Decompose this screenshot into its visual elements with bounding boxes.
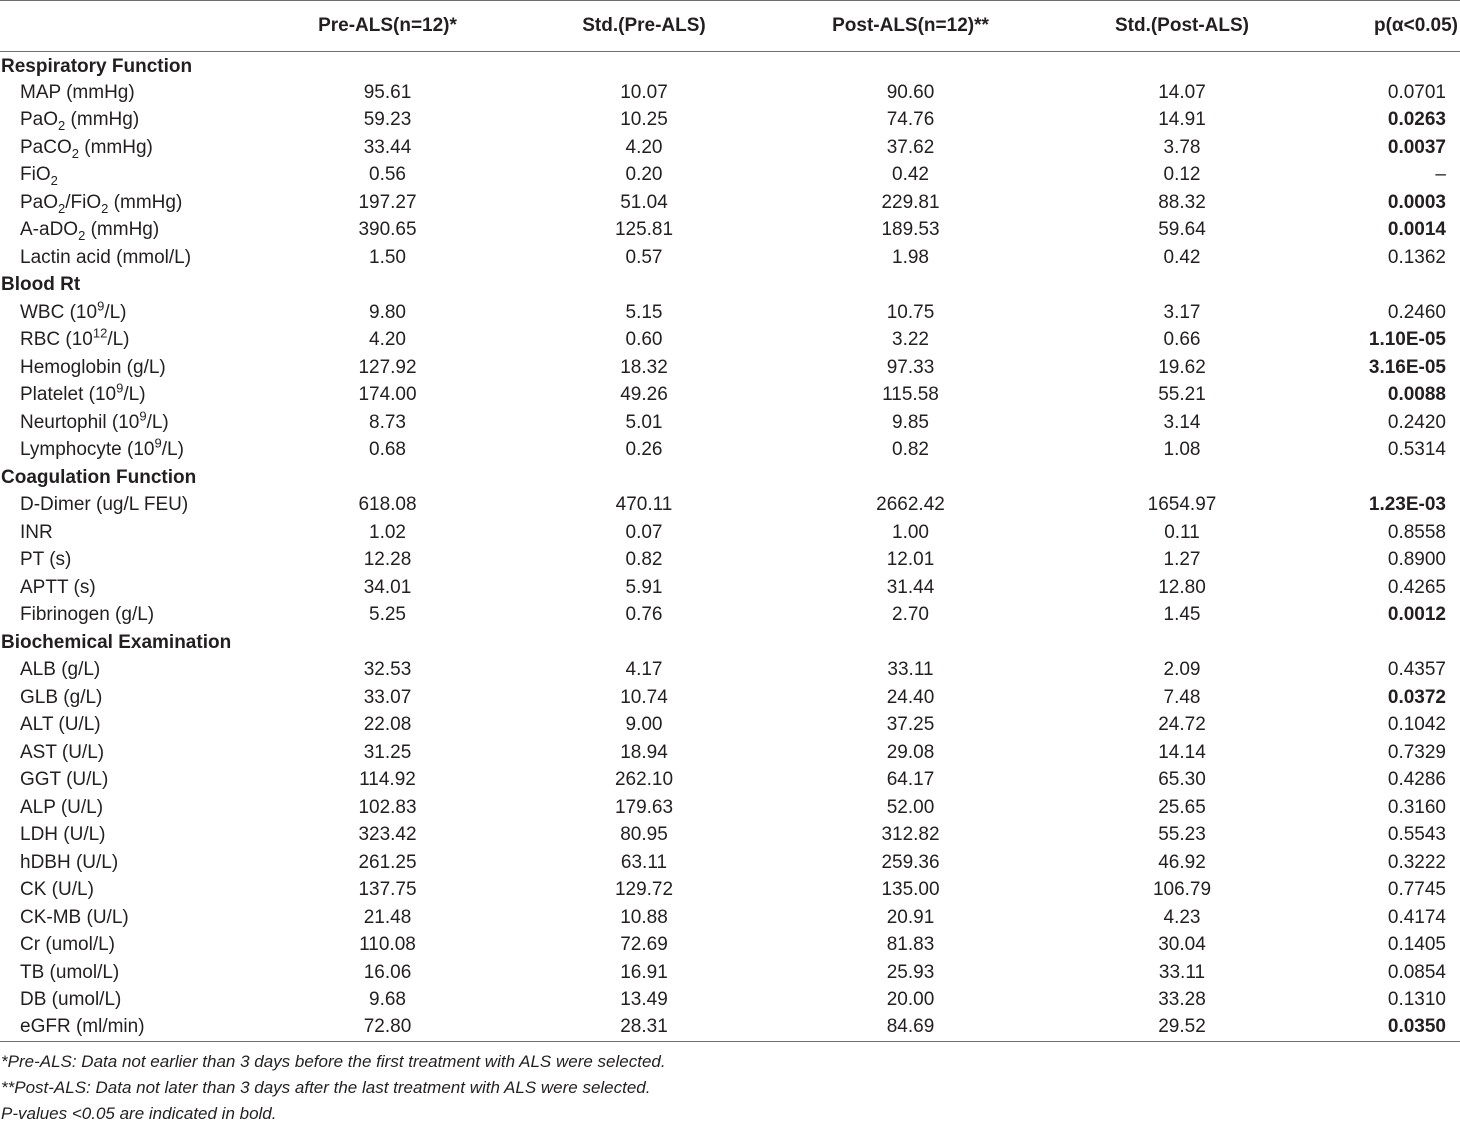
pre-als-value: 110.08 xyxy=(359,934,416,956)
label-text: DB (umol/L) xyxy=(20,989,122,1011)
pre-als-value: 12.28 xyxy=(363,549,412,571)
post-als-std: 0.11 xyxy=(1164,521,1200,543)
p-value: 0.4265 xyxy=(1387,576,1446,598)
table-body xyxy=(0,52,1460,1042)
table-header xyxy=(0,1,1460,52)
parameter-label xyxy=(0,107,240,135)
label-superscript: 9 xyxy=(116,380,124,396)
label-text: Neurtophil (10 xyxy=(20,411,140,433)
post-als-std: 33.28 xyxy=(1158,989,1206,1011)
table-row xyxy=(0,409,1460,437)
label-text: TB (umol/L) xyxy=(20,961,120,983)
post-als-value: 9.85 xyxy=(892,411,929,433)
section-title: Biochemical Examination xyxy=(1,631,232,653)
label-text: /L) xyxy=(146,411,169,433)
label-text: APTT (s) xyxy=(20,576,96,598)
pre-als-value: 34.01 xyxy=(363,576,412,598)
pre-als-value: 33.07 xyxy=(363,686,412,708)
pre-als-value: 9.80 xyxy=(369,301,406,323)
pre-als-std: 125.81 xyxy=(614,219,674,241)
label-text: PaO xyxy=(20,109,59,131)
table-row xyxy=(0,492,1460,520)
pre-als-std: 179.63 xyxy=(614,796,674,818)
label-text: CK (U/L) xyxy=(20,879,94,901)
pre-als-value: 59.23 xyxy=(363,109,412,131)
label-text: (mmHg) xyxy=(65,109,140,131)
table-row xyxy=(0,684,1460,712)
pre-als-value: 22.08 xyxy=(363,714,412,736)
header-parameter xyxy=(0,1,240,52)
label-text: FiO xyxy=(20,164,51,186)
pre-als-std: 10.07 xyxy=(620,81,668,103)
label-text: AST (U/L) xyxy=(20,741,105,763)
parameter-label xyxy=(0,79,240,107)
pre-als-std: 72.69 xyxy=(620,934,668,956)
parameter-label xyxy=(0,354,240,382)
p-value: 0.0014 xyxy=(1387,219,1446,241)
p-value: 0.3222 xyxy=(1387,851,1446,873)
label-subscript: 2 xyxy=(78,228,86,244)
pre-als-std: 0.76 xyxy=(625,604,663,626)
table-row xyxy=(0,657,1460,685)
pre-als-value: 197.27 xyxy=(358,191,417,213)
parameter-label xyxy=(0,519,240,547)
p-value: 0.1405 xyxy=(1387,934,1446,956)
section-header-row xyxy=(0,629,1460,657)
table-row xyxy=(0,932,1460,960)
pre-als-std: 0.82 xyxy=(625,549,663,571)
p-value: 0.1310 xyxy=(1387,989,1446,1011)
section-header-row xyxy=(0,464,1460,492)
label-text: /FiO xyxy=(65,191,102,213)
table-row xyxy=(0,849,1460,877)
pre-als-value: 127.92 xyxy=(358,356,417,378)
label-text: Cr (umol/L) xyxy=(20,934,116,956)
pre-als-value: 95.61 xyxy=(363,81,412,103)
parameter-label xyxy=(0,409,240,437)
pre-als-value: 0.56 xyxy=(369,164,406,186)
parameter-label xyxy=(0,162,240,190)
post-als-std: 55.21 xyxy=(1158,384,1206,406)
pre-als-value: 323.42 xyxy=(358,824,417,846)
pre-als-std: 0.07 xyxy=(625,521,663,543)
table-row xyxy=(0,547,1460,575)
table-row xyxy=(0,794,1460,822)
label-subscript: 2 xyxy=(71,145,79,161)
table-row xyxy=(0,354,1460,382)
table-row xyxy=(0,327,1460,355)
post-als-value: 64.17 xyxy=(886,769,935,791)
table-row xyxy=(0,987,1460,1015)
label-superscript: 9 xyxy=(154,435,162,451)
post-als-value: 33.11 xyxy=(887,659,934,681)
p-value: 0.2460 xyxy=(1387,301,1446,323)
post-als-std: 30.04 xyxy=(1158,934,1206,956)
post-als-value: 31.44 xyxy=(886,576,935,598)
post-als-value: 20.00 xyxy=(886,989,935,1011)
post-als-value: 90.60 xyxy=(886,81,935,103)
label-text: INR xyxy=(20,521,53,543)
post-als-value: 52.00 xyxy=(886,796,935,818)
post-als-value: 97.33 xyxy=(886,356,935,378)
label-subscript: 2 xyxy=(50,173,58,189)
pre-als-value: 1.50 xyxy=(369,246,406,268)
post-als-std: 55.23 xyxy=(1158,824,1206,846)
pre-als-value: 261.25 xyxy=(358,851,417,873)
parameter-label xyxy=(0,657,240,685)
post-als-std: 24.72 xyxy=(1158,714,1206,736)
label-text: A-aDO xyxy=(20,219,79,241)
pre-als-std: 10.25 xyxy=(620,109,668,131)
parameter-label xyxy=(0,849,240,877)
post-als-value: 2662.42 xyxy=(876,494,945,516)
p-value: 0.0088 xyxy=(1387,384,1446,406)
label-superscript: 9 xyxy=(97,298,105,314)
header-std-pre-als: Std.(Pre-ALS) xyxy=(535,1,753,52)
table-row xyxy=(0,217,1460,245)
label-text: Platelet (10 xyxy=(20,384,117,406)
label-text: Lymphocyte (10 xyxy=(20,439,155,461)
p-value: 0.4174 xyxy=(1387,906,1446,928)
post-als-std: 0.12 xyxy=(1163,164,1201,186)
pre-als-value: 618.08 xyxy=(358,494,417,516)
label-text: /L) xyxy=(161,439,184,461)
post-als-std: 1.27 xyxy=(1163,549,1201,571)
label-text: Hemoglobin (g/L) xyxy=(20,356,166,378)
section-header-row xyxy=(0,272,1460,300)
pre-als-value: 72.80 xyxy=(240,1014,535,1042)
label-subscript: 2 xyxy=(58,118,66,134)
pre-als-std: 28.31 xyxy=(535,1014,753,1042)
label-text: /L) xyxy=(123,384,146,406)
p-value: 0.1362 xyxy=(1387,246,1446,268)
parameter-label xyxy=(0,547,240,575)
pre-als-value: 5.25 xyxy=(369,604,406,626)
p-value: 0.5543 xyxy=(1387,824,1446,846)
parameter-label xyxy=(0,1014,240,1042)
section-title: Blood Rt xyxy=(1,274,81,296)
p-value: 0.2420 xyxy=(1387,411,1446,433)
label-text: WBC (10 xyxy=(20,301,98,323)
pre-als-value: 0.68 xyxy=(369,439,406,461)
post-als-value: 10.75 xyxy=(886,301,935,323)
table-row xyxy=(0,767,1460,795)
post-als-value: 37.62 xyxy=(886,136,935,158)
header-row xyxy=(0,1,1460,52)
p-value: 0.0012 xyxy=(1387,604,1446,626)
p-value: 0.5314 xyxy=(1387,439,1446,461)
post-als-std: 1.45 xyxy=(1163,604,1201,626)
table-row xyxy=(0,1014,1460,1042)
table-row xyxy=(0,79,1460,107)
post-als-std: 3.17 xyxy=(1163,301,1201,323)
pre-als-value: 8.73 xyxy=(369,411,406,433)
post-als-value: 24.40 xyxy=(886,686,935,708)
parameter-label xyxy=(0,877,240,905)
pre-als-value: 102.83 xyxy=(358,796,417,818)
label-text: PaO xyxy=(20,191,59,213)
pre-als-std: 4.17 xyxy=(625,659,663,681)
pre-als-std: 10.74 xyxy=(620,686,668,708)
pre-als-std: 5.91 xyxy=(625,576,663,598)
header-pre-als: Pre-ALS(n=12)* xyxy=(240,1,535,52)
table-row xyxy=(0,877,1460,905)
parameter-label xyxy=(0,382,240,410)
post-als-std: 25.65 xyxy=(1158,796,1206,818)
label-text: /L) xyxy=(104,301,127,323)
label-text: eGFR (ml/min) xyxy=(20,1015,145,1037)
parameter-label xyxy=(0,959,240,987)
label-text: ALB (g/L) xyxy=(20,659,101,681)
post-als-std: 2.09 xyxy=(1163,659,1201,681)
post-als-std: 59.64 xyxy=(1158,219,1206,241)
pre-als-value: 31.25 xyxy=(363,741,412,763)
p-value: 0.0003 xyxy=(1387,191,1446,213)
p-value: 0.4286 xyxy=(1387,769,1446,791)
table-row xyxy=(0,299,1460,327)
pre-als-value: 33.44 xyxy=(363,136,412,158)
parameter-label xyxy=(0,904,240,932)
table-row xyxy=(0,189,1460,217)
label-text: ALP (U/L) xyxy=(20,796,104,818)
post-als-value: 25.93 xyxy=(886,961,935,983)
pre-als-std: 129.72 xyxy=(614,879,674,901)
pre-als-value: 21.48 xyxy=(363,906,412,928)
parameter-label xyxy=(0,684,240,712)
post-als-std: 3.14 xyxy=(1163,411,1201,433)
pre-als-value: 137.75 xyxy=(358,879,417,901)
parameter-label xyxy=(0,327,240,355)
label-text: (mmHg) xyxy=(78,136,153,158)
pre-als-value: 390.65 xyxy=(358,219,417,241)
table-row xyxy=(0,739,1460,767)
pre-als-value: 1.02 xyxy=(369,521,406,543)
parameter-label xyxy=(0,712,240,740)
post-als-std: 1.08 xyxy=(1163,439,1201,461)
pre-als-std: 49.26 xyxy=(620,384,668,406)
header-post-als: Post-ALS(n=12)** xyxy=(753,1,1068,52)
post-als-std: 19.62 xyxy=(1158,356,1206,378)
post-als-value: 1.00 xyxy=(892,521,929,543)
pre-als-std: 262.10 xyxy=(614,769,674,791)
pre-als-std: 63.11 xyxy=(620,851,668,873)
p-value: – xyxy=(1435,164,1446,186)
pre-als-std: 470.11 xyxy=(615,494,673,516)
post-als-std: 14.07 xyxy=(1158,81,1206,103)
post-als-std: 0.42 xyxy=(1163,246,1201,268)
table-row xyxy=(0,162,1460,190)
post-als-value: 20.91 xyxy=(886,906,935,928)
table-row xyxy=(0,519,1460,547)
post-als-value: 259.36 xyxy=(881,851,940,873)
parameter-label xyxy=(0,822,240,850)
p-value: 1.10E-05 xyxy=(1368,329,1446,351)
p-value: 3.16E-05 xyxy=(1368,356,1446,378)
section-title: Respiratory Function xyxy=(1,55,193,77)
post-als-value: 229.81 xyxy=(881,191,940,213)
table-row xyxy=(0,382,1460,410)
post-als-std: 7.48 xyxy=(1163,686,1201,708)
parameter-label xyxy=(0,987,240,1015)
footnote: **Post-ALS: Data not later than 3 days after the last treatment with ALS were selected. xyxy=(1,1078,651,1097)
post-als-std: 88.32 xyxy=(1158,191,1206,213)
header-p-value: p(α<0.05) xyxy=(1296,1,1460,52)
table-row xyxy=(0,602,1460,630)
label-superscript: 12 xyxy=(92,325,108,341)
pre-als-std: 5.01 xyxy=(625,411,663,433)
pre-als-std: 0.60 xyxy=(625,329,663,351)
parameter-label xyxy=(0,217,240,245)
parameter-label xyxy=(0,437,240,465)
post-als-value: 37.25 xyxy=(886,714,935,736)
pre-als-std: 80.95 xyxy=(620,824,668,846)
parameter-label xyxy=(0,492,240,520)
table-row xyxy=(0,904,1460,932)
p-value: 1.23E-03 xyxy=(1368,494,1446,516)
pre-als-std: 51.04 xyxy=(620,191,668,213)
pre-als-std: 9.00 xyxy=(625,714,663,736)
pre-als-std: 4.20 xyxy=(625,136,663,158)
table-footnotes xyxy=(0,1049,1460,1127)
label-text: (mmHg) xyxy=(85,219,160,241)
p-value: 0.0037 xyxy=(1387,136,1446,158)
post-als-std: 106.79 xyxy=(1152,879,1212,901)
label-text: GLB (g/L) xyxy=(20,686,103,708)
pre-als-value: 174.00 xyxy=(358,384,417,406)
p-value: 0.4357 xyxy=(1387,659,1446,681)
pre-als-std: 18.32 xyxy=(620,356,668,378)
section-title: Coagulation Function xyxy=(1,466,197,488)
parameter-label xyxy=(0,574,240,602)
p-value: 0.8558 xyxy=(1387,521,1446,543)
pre-als-value: 16.06 xyxy=(363,961,412,983)
post-als-std: 65.30 xyxy=(1158,769,1206,791)
p-value: 0.8900 xyxy=(1387,549,1446,571)
post-als-std: 4.23 xyxy=(1163,906,1201,928)
parameter-label xyxy=(0,189,240,217)
label-superscript: 9 xyxy=(139,408,147,424)
post-als-std: 29.52 xyxy=(1068,1014,1296,1042)
p-value: 0.7329 xyxy=(1387,741,1446,763)
post-als-value: 12.01 xyxy=(886,549,935,571)
pre-als-value: 4.20 xyxy=(369,329,406,351)
post-als-value: 2.70 xyxy=(892,604,929,626)
parameter-label xyxy=(0,134,240,162)
label-text: PaCO xyxy=(20,136,72,158)
p-value: 0.0263 xyxy=(1387,109,1446,131)
label-text: MAP (mmHg) xyxy=(20,81,135,103)
post-als-std: 12.80 xyxy=(1158,576,1206,598)
post-als-std: 46.92 xyxy=(1158,851,1206,873)
section-header-row xyxy=(0,52,1460,80)
post-als-value: 312.82 xyxy=(881,824,940,846)
label-text: GGT (U/L) xyxy=(20,769,109,791)
pre-als-std: 10.88 xyxy=(620,906,668,928)
label-text: Fibrinogen (g/L) xyxy=(20,604,155,626)
label-subscript: 2 xyxy=(101,200,109,216)
pre-als-std: 18.94 xyxy=(620,741,668,763)
post-als-value: 1.98 xyxy=(892,246,929,268)
pre-als-value: 9.68 xyxy=(369,989,406,1011)
label-text: CK-MB (U/L) xyxy=(20,906,129,928)
post-als-value: 115.58 xyxy=(882,384,939,406)
label-text: hDBH (U/L) xyxy=(20,851,119,873)
table-row xyxy=(0,712,1460,740)
post-als-std: 14.14 xyxy=(1158,741,1206,763)
parameter-label xyxy=(0,299,240,327)
label-text: /L) xyxy=(107,329,130,351)
post-als-value: 3.22 xyxy=(892,329,929,351)
table-row xyxy=(0,437,1460,465)
post-als-std: 0.66 xyxy=(1163,329,1201,351)
parameter-label xyxy=(0,932,240,960)
pre-als-std: 5.15 xyxy=(625,301,663,323)
post-als-value: 0.42 xyxy=(892,164,929,186)
p-value: 0.0854 xyxy=(1387,961,1446,983)
post-als-std: 33.11 xyxy=(1158,961,1206,983)
footnote: *Pre-ALS: Data not earlier than 3 days before the first treatment with ALS were selected. xyxy=(1,1052,666,1071)
footnote: P-values <0.05 are indicated in bold. xyxy=(1,1104,277,1123)
label-text: (mmHg) xyxy=(108,191,183,213)
table-row xyxy=(0,822,1460,850)
p-value: 0.0372 xyxy=(1387,686,1446,708)
pre-als-value: 114.92 xyxy=(359,769,416,791)
post-als-value: 74.76 xyxy=(886,109,935,131)
parameter-label xyxy=(0,767,240,795)
table-row xyxy=(0,244,1460,272)
pre-als-std: 13.49 xyxy=(620,989,668,1011)
post-als-std: 1654.97 xyxy=(1147,494,1217,516)
table-row xyxy=(0,959,1460,987)
label-text: D-Dimer (ug/L FEU) xyxy=(20,494,189,516)
header-std-post-als: Std.(Post-ALS) xyxy=(1068,1,1296,52)
pre-als-std: 16.91 xyxy=(620,961,668,983)
pre-als-std: 0.26 xyxy=(625,439,663,461)
table-row xyxy=(0,107,1460,135)
label-text: Lactin acid (mmol/L) xyxy=(20,246,192,268)
post-als-value: 84.69 xyxy=(753,1014,1068,1042)
pre-als-std: 0.20 xyxy=(625,164,663,186)
label-text: ALT (U/L) xyxy=(20,714,101,736)
post-als-value: 135.00 xyxy=(881,879,940,901)
p-value: 0.0701 xyxy=(1387,81,1446,103)
label-text: LDH (U/L) xyxy=(20,824,106,846)
table-row xyxy=(0,134,1460,162)
parameter-label xyxy=(0,244,240,272)
p-value: 0.1042 xyxy=(1387,714,1446,736)
post-als-value: 0.82 xyxy=(892,439,929,461)
post-als-value: 29.08 xyxy=(886,741,935,763)
parameter-label xyxy=(0,794,240,822)
p-value: 0.7745 xyxy=(1387,879,1446,901)
pre-als-value: 32.53 xyxy=(363,659,412,681)
label-text: PT (s) xyxy=(20,549,72,571)
parameter-label xyxy=(0,602,240,630)
label-text: RBC (10 xyxy=(20,329,93,351)
pre-als-std: 0.57 xyxy=(625,246,663,268)
parameter-label xyxy=(0,739,240,767)
post-als-value: 189.53 xyxy=(881,219,940,241)
p-value: 0.3160 xyxy=(1387,796,1446,818)
p-value: 0.0350 xyxy=(1296,1014,1460,1042)
post-als-std: 3.78 xyxy=(1163,136,1201,158)
post-als-std: 14.91 xyxy=(1158,109,1206,131)
label-subscript: 2 xyxy=(58,200,66,216)
table-row xyxy=(0,574,1460,602)
post-als-value: 81.83 xyxy=(886,934,935,956)
